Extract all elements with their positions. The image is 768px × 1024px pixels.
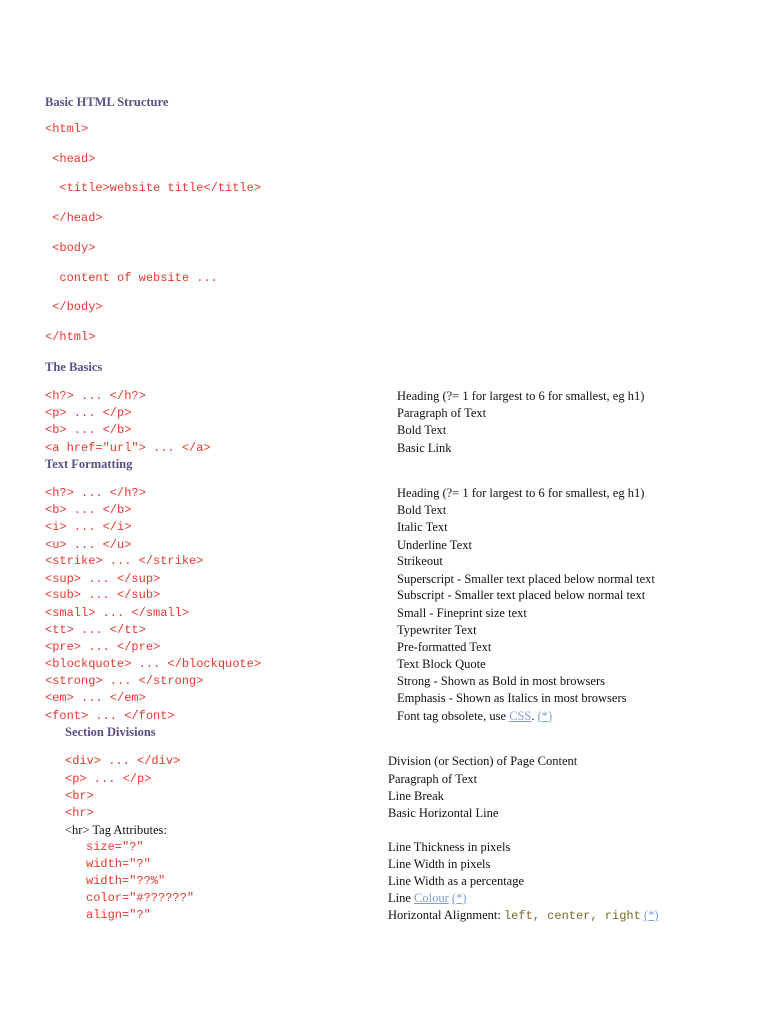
formatting-desc: Small - Fineprint size text: [397, 606, 527, 620]
attribute-desc: Line Thickness in pixels: [388, 840, 511, 854]
heading-section-divisions: Section Divisions: [65, 725, 156, 739]
formatting-code: <strong> ... </strong>: [45, 674, 204, 688]
basics-desc: Paragraph of Text: [397, 406, 487, 420]
structure-line: </html>: [45, 330, 96, 344]
css-link[interactable]: CSS: [509, 709, 532, 723]
division-desc: Basic Horizontal Line: [388, 806, 499, 820]
formatting-code: <strike> ... </strike>: [45, 554, 204, 568]
formatting-code: <font> ... </font>: [45, 709, 175, 723]
formatting-code: <tt> ... </tt>: [45, 623, 146, 637]
basics-code: <h?> ... </h?>: [45, 389, 146, 403]
structure-line: <body>: [45, 241, 96, 255]
formatting-desc: Typewriter Text: [397, 623, 477, 637]
attribute-code: size="?": [86, 840, 144, 854]
colour-link[interactable]: Colour: [414, 891, 449, 905]
formatting-desc: Heading (?= 1 for largest to 6 for smallest, eg h1): [397, 486, 645, 500]
color-row-desc: [388, 891, 466, 906]
formatting-desc: Emphasis - Shown as Italics in most browsers: [397, 691, 627, 705]
formatting-code: <pre> ... </pre>: [45, 640, 161, 654]
color-row-text: Line: [388, 891, 415, 905]
reference-link[interactable]: (*): [537, 709, 553, 723]
attribute-code: width="?": [86, 857, 151, 871]
formatting-desc: Subscript - Smaller text placed below normal text: [397, 588, 646, 602]
formatting-desc: Strikeout: [397, 554, 443, 568]
basics-desc: Basic Link: [397, 441, 452, 455]
structure-line: content of website ...: [45, 271, 218, 285]
formatting-code: <b> ... </b>: [45, 503, 132, 517]
basics-code: <b> ... </b>: [45, 423, 132, 437]
formatting-code: <sub> ... </sub>: [45, 588, 161, 602]
structure-line: </head>: [45, 211, 103, 225]
formatting-desc: Pre-formatted Text: [397, 640, 492, 654]
formatting-desc: Bold Text: [397, 503, 447, 517]
formatting-desc: Strong - Shown as Bold in most browsers: [397, 674, 605, 688]
attribute-desc: Line Width in pixels: [388, 857, 491, 871]
font-row-desc: [397, 709, 552, 724]
formatting-desc: Italic Text: [397, 520, 448, 534]
attribute-code: color="#??????": [86, 891, 195, 905]
formatting-desc: Text Block Quote: [397, 657, 486, 671]
hr-attributes-label: <hr> Tag Attributes:: [65, 823, 167, 837]
division-desc: Line Break: [388, 789, 444, 803]
formatting-desc: Superscript - Smaller text placed below normal text: [397, 572, 655, 586]
attribute-code: align="?": [86, 908, 151, 922]
formatting-code: <h?> ... </h?>: [45, 486, 146, 500]
formatting-code: <sup> ... </sup>: [45, 572, 161, 586]
align-row-text: Horizontal Alignment:: [388, 908, 504, 922]
formatting-code: <em> ... </em>: [45, 691, 146, 705]
font-row-separator: .: [531, 709, 538, 723]
division-code: <p> ... </p>: [65, 772, 152, 786]
division-code: <hr>: [65, 806, 94, 820]
structure-line: <title>website title</title>: [45, 181, 262, 195]
attribute-desc: Line Width as a percentage: [388, 874, 525, 888]
basics-code: <p> ... </p>: [45, 406, 132, 420]
basics-desc: Heading (?= 1 for largest to 6 for smallest, eg h1): [397, 389, 645, 403]
structure-line: </body>: [45, 300, 103, 314]
reference-link[interactable]: (*): [643, 908, 659, 922]
structure-line: <html>: [45, 122, 89, 136]
heading-text-formatting: Text Formatting: [45, 457, 133, 471]
formatting-code: <blockquote> ... </blockquote>: [45, 657, 262, 671]
align-row-desc: [388, 908, 659, 923]
formatting-code: <i> ... </i>: [45, 520, 132, 534]
division-desc: Paragraph of Text: [388, 772, 478, 786]
attribute-code: width="??%": [86, 874, 166, 888]
formatting-code: <small> ... </small>: [45, 606, 190, 620]
division-code: <br>: [65, 789, 94, 803]
basics-desc: Bold Text: [397, 423, 447, 437]
division-code: <div> ... </div>: [65, 754, 181, 768]
structure-line: <head>: [45, 152, 96, 166]
heading-the-basics: The Basics: [45, 360, 103, 374]
align-values: left, center, right: [503, 909, 641, 923]
reference-link[interactable]: (*): [451, 891, 467, 905]
division-desc: Division (or Section) of Page Content: [388, 754, 578, 768]
basics-code: <a href="url"> ... </a>: [45, 441, 211, 455]
formatting-code: <u> ... </u>: [45, 538, 132, 552]
heading-basic-html-structure: Basic HTML Structure: [45, 95, 169, 109]
formatting-desc: Underline Text: [397, 538, 472, 552]
font-row-text: Font tag obsolete, use: [397, 709, 510, 723]
